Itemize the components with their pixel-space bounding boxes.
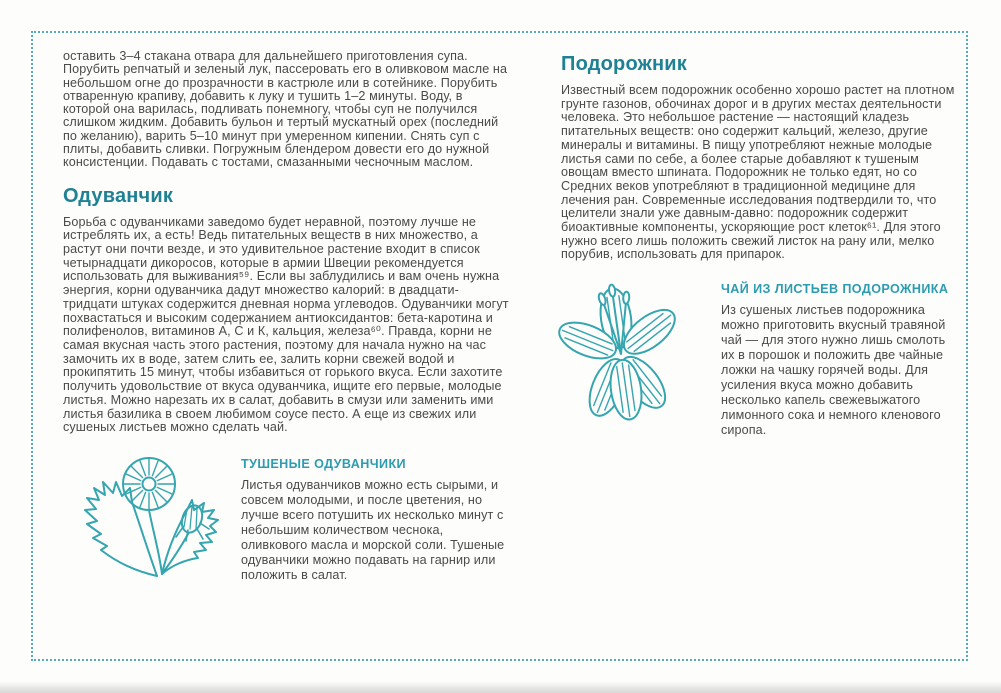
section-title-plantain: Подорожник xyxy=(561,53,687,75)
nettle-soup-continuation-paragraph: оставить 3–4 стакана отвара для дальнейшего приготовления супа. Порубить репчатый и зеленый лук, пассеровать его в оливковом масле на небольшом огне до прозрачности в кастрюле или в сотейнике. Порубить отваренную крапиву, добавить к луку и тушить 1–2 минуты. Воду, в которой она варилась, подливать понемногу, чтобы суп не получился слишком жидким. Добавить бульон и тертый мускатный орех (последний по желанию), варить 5–10 минут при умеренном кипении. Снять суп с плиты, добавить сливки. Погружным блендером довести его до нужной консистенции. Подавать с тостами, смазанными чесночным маслом. xyxy=(63,49,508,170)
lily-flower-illustration xyxy=(529,276,709,426)
section-body-plantain: Известный всем подорожник особенно хорошо растет на плотном грунте газонов, обочинах дорог и в других местах деятельности человека. Это небольшое растение — настоящий кладезь питательных веществ: оно содержит кальций, железо, другие минералы и витамины. В пищу употребляют нежные молодые листья сами по себе, а более старые добавляют к тушеным овощам вместо шпината. Подорожник не только едят, но со Средних веков употребляют в традиционной медицине для лечения ран. Современные исследования подтвердили то, что целители знали уже давным-давно: подорожник содержит биоактивные компоненты, ускоряющие рост клеток⁶¹. Для этого нужно всего лишь положить свежий листок на рану или, мелко порубив, использовать для припарок. xyxy=(561,83,955,262)
recipe-box-plantain-tea xyxy=(721,276,958,438)
section-title-dandelion: Одуванчик xyxy=(63,184,174,207)
recipe-body-stewed-dandelions: Листья одуванчиков можно есть сырыми, и совсем молодыми, и после цветения, но лучше всего потушить их несколько минут с небольшим количеством чеснока, оливкового масла и морской соли. Тушеные одуванчики можно подавать на гарнир или положить в салат. xyxy=(241,477,505,582)
left-column xyxy=(63,50,509,593)
recipe-title-plantain-tea: ЧАЙ ИЗ ЛИСТЬЕВ ПОДОРОЖНИКА xyxy=(721,282,949,297)
section-body-dandelion: Борьба с одуванчиками заведомо будет неравной, поэтому лучше не истреблять их, а есть! Ведь питательных веществ в них множество, а растут они почти везде, и это удивительное растение входит в список четырнадцати дикоросов, которые в армии Швеции рекомендуется использовать для выживания⁵⁹. Если вы заблудились и вам очень нужна энергия, корни одуванчика дадут множество калорий: в двадцати-тридцати штуках содержится дневная норма углеводов. Одуванчики могут похвастаться и высоким содержанием антиоксидантов: бета-каротина и полифенолов, витаминов А, С и К, кальция, железа⁶⁰. Правда, корни не самая вкусная часть этого растения, поэтому для начала нужно на час замочить их в воде, затем слить ее, залить корни свежей водой и прокипятить 15 минут, чтобы избавиться от горького вкуса. Если захотите получить удовольствие от вкуса одуванчика, ищите его первые, молодые листья. Можно нарезать их в салат, добавить в смузи или заменить ими листья базилика в своем любимом соусе песто. А еще из свежих или сушеных листьев можно сделать чай. xyxy=(63,214,509,435)
recipe-title-stewed-dandelions: ТУШЕНЫЕ ОДУВАНЧИКИ xyxy=(241,456,406,471)
right-column xyxy=(561,53,958,438)
recipe-box-stewed-dandelions xyxy=(241,447,509,583)
dandelion-illustration xyxy=(49,447,219,593)
recipe-body-plantain-tea: Из сушеных листьев подорожника можно приготовить вкусный травяной чай — для этого нужно лишь смолоть их в порошок и положить две чайные ложки на чашку горячей воды. Для усиления вкуса можно добавить несколько капель свежевыжатого лимонного сока и немного кленового сиропа. xyxy=(721,303,946,438)
plantain-figure-row xyxy=(529,276,958,438)
dandelion-figure-row xyxy=(49,447,509,593)
page-bottom-shadow xyxy=(0,681,1001,693)
